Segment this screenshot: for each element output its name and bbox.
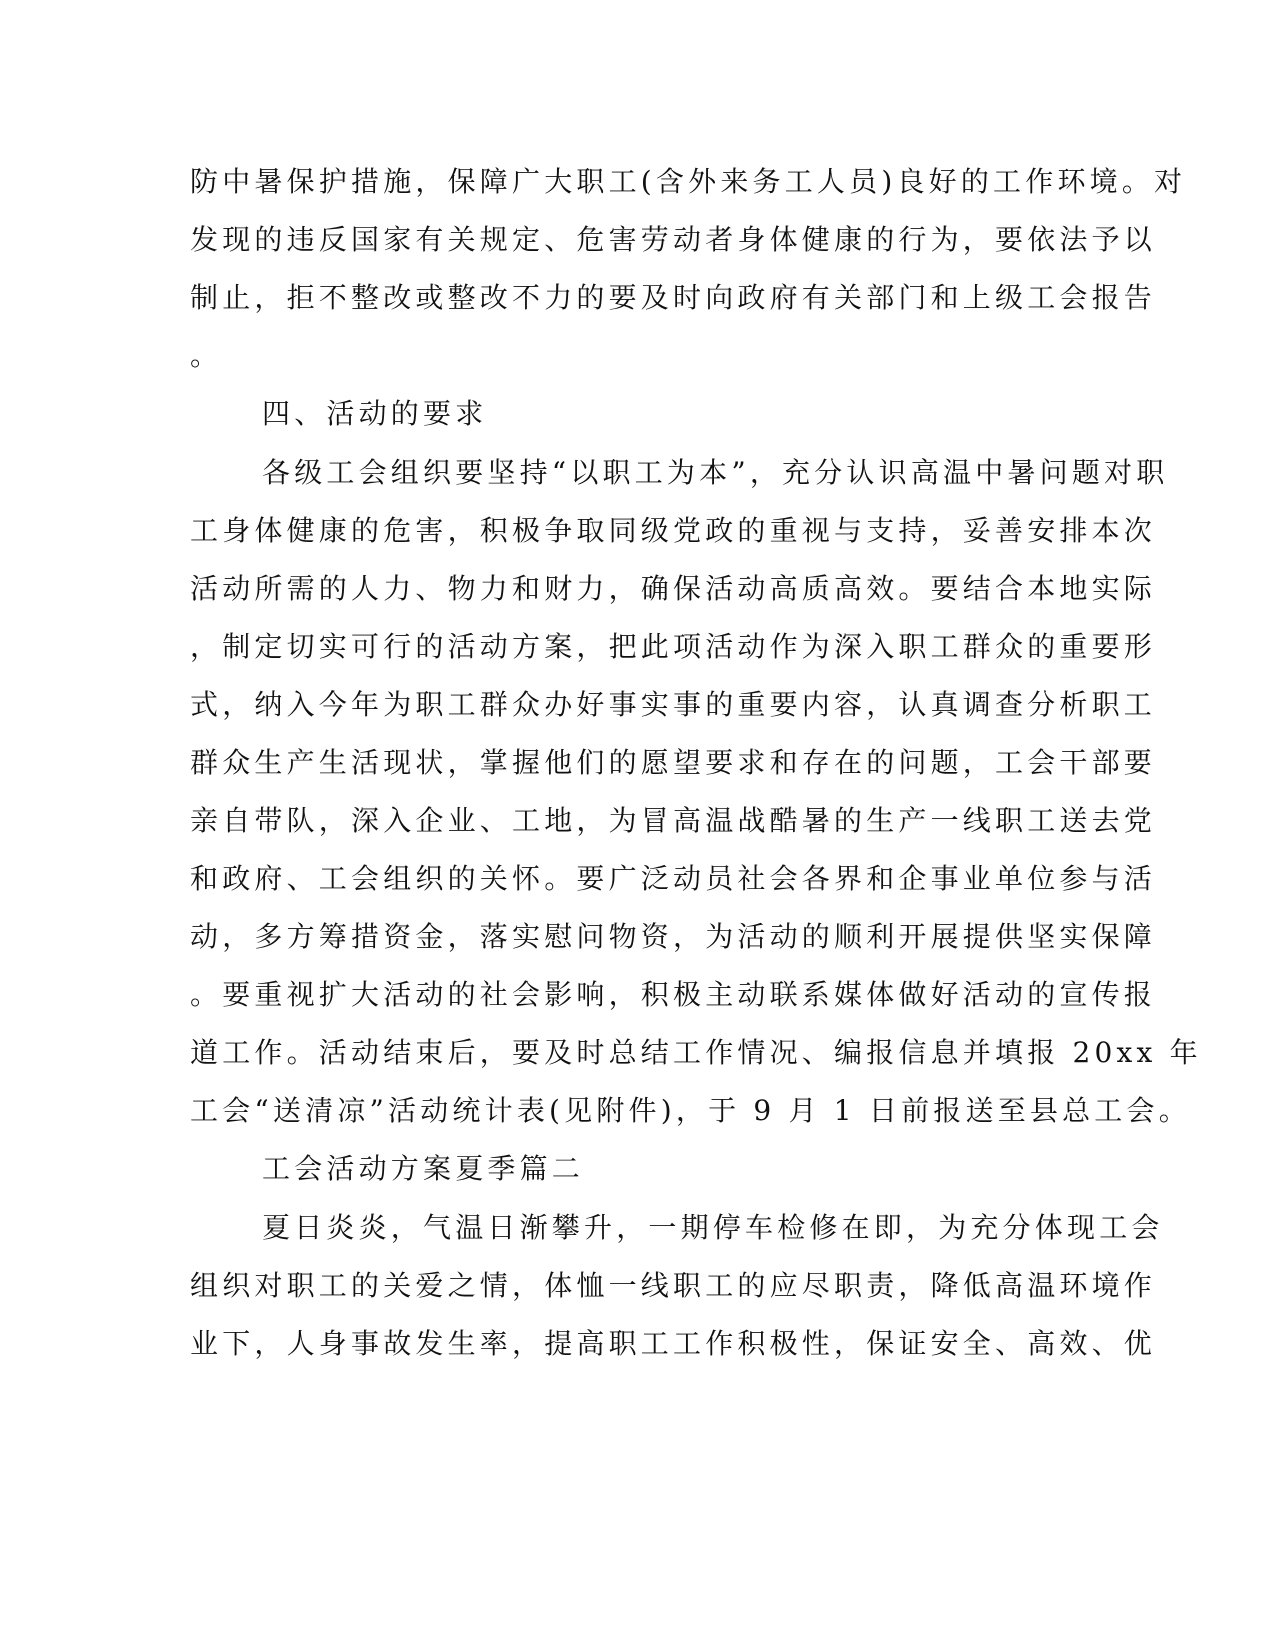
paragraph-line: 动，多方筹措资金，落实慰问物资，为活动的顺利开展提供坚实保障	[190, 920, 1157, 953]
paragraph-line: 道工作。活动结束后，要及时总结工作情况、编报信息并填报 20xx 年	[190, 1036, 1202, 1069]
paragraph-line: 防中暑保护措施，保障广大职工(含外来务工人员)良好的工作环境。对	[190, 165, 1187, 198]
paragraph-line: 。	[190, 339, 223, 372]
paragraph-line: 亲自带队，深入企业、工地，为冒高温战酷暑的生产一线职工送去党	[190, 804, 1157, 837]
paragraph-line: ，制定切实可行的活动方案，把此项活动作为深入职工群众的重要形	[190, 630, 1157, 663]
paragraph-line: 发现的违反国家有关规定、危害劳动者身体健康的行为，要依法予以	[190, 223, 1157, 256]
paragraph-line: 。要重视扩大活动的社会影响，积极主动联系媒体做好活动的宣传报	[190, 978, 1157, 1011]
paragraph-line: 夏日炎炎，气温日渐攀升，一期停车检修在即，为充分体现工会	[262, 1211, 1164, 1244]
paragraph-line: 式，纳入今年为职工群众办好事实事的重要内容，认真调查分析职工	[190, 688, 1157, 721]
paragraph-line: 工身体健康的危害，积极争取同级党政的重视与支持，妥善安排本次	[190, 514, 1157, 547]
paragraph-line: 各级工会组织要坚持“以职工为本”，充分认识高温中暑问题对职	[262, 456, 1169, 489]
section-heading: 工会活动方案夏季篇二	[262, 1152, 585, 1185]
paragraph-line: 制止，拒不整改或整改不力的要及时向政府有关部门和上级工会报告	[190, 281, 1157, 314]
paragraph-line: 群众生产生活现状，掌握他们的愿望要求和存在的问题，工会干部要	[190, 746, 1157, 779]
paragraph-line: 和政府、工会组织的关怀。要广泛动员社会各界和企事业单位参与活	[190, 862, 1157, 895]
paragraph-line: 组织对职工的关爱之情，体恤一线职工的应尽职责，降低高温环境作	[190, 1269, 1157, 1302]
paragraph-line: 工会“送清凉”活动统计表(见附件)，于 9 月 1 日前报送至县总工会。	[190, 1094, 1191, 1127]
paragraph-line: 业下，人身事故发生率，提高职工工作积极性，保证安全、高效、优	[190, 1327, 1157, 1360]
section-heading: 四、活动的要求	[262, 397, 488, 430]
paragraph-line: 活动所需的人力、物力和财力，确保活动高质高效。要结合本地实际	[190, 572, 1157, 605]
